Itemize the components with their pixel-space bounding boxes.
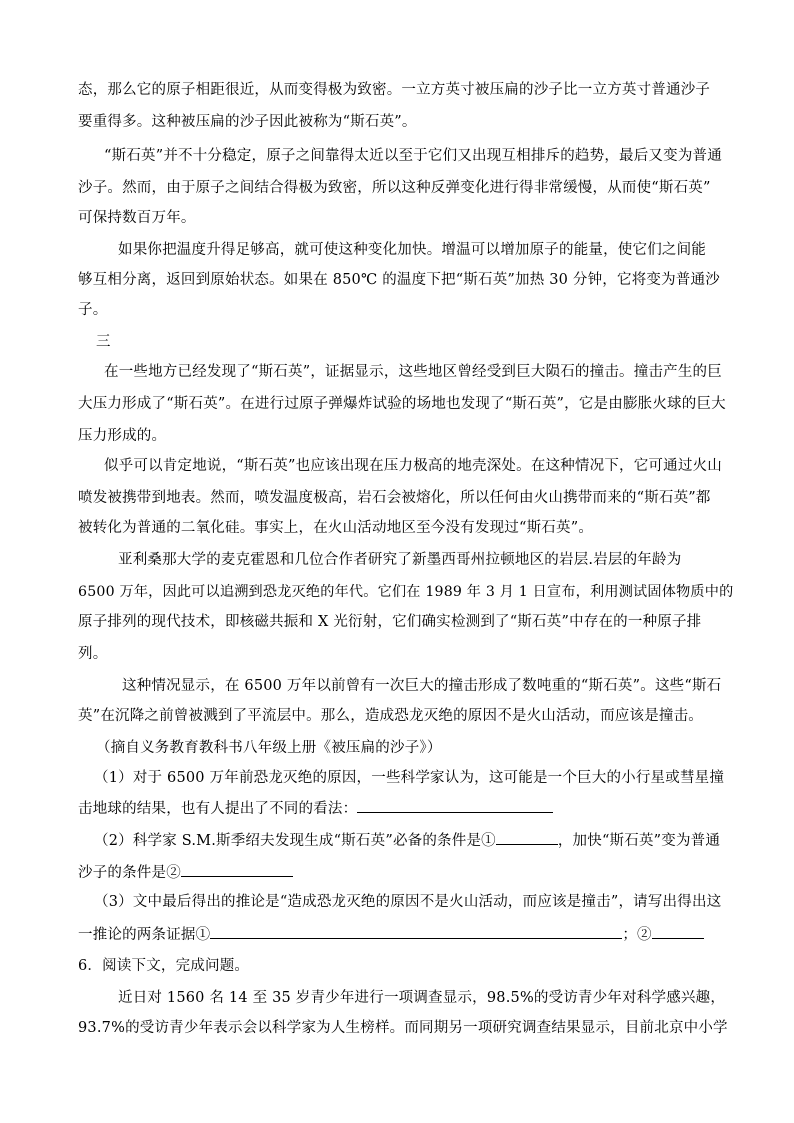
text-line: 够互相分离，返回到原始状态。如果在 850℃ 的温度下把“斯石英”加热 30 分钟，它将变为普通沙 bbox=[78, 272, 720, 288]
question-6-title: 6．阅读下文，完成问题。 bbox=[78, 958, 250, 974]
text-line: 6500 万年，因此可以追溯到恐龙灭绝的年代。它们在 1989 年 3 月 1 日宣布，利用测试固体物质中的 bbox=[78, 584, 734, 600]
text-line: 大压力形成了“斯石英”。在进行过原子弹爆炸试验的场地也发现了“斯石英”，它是由膨胀火球的巨大 bbox=[78, 396, 726, 412]
source-citation: （摘自义务教育教科书八年级上册《被压扁的沙子》） bbox=[96, 740, 442, 756]
text-line: 亚利桑那大学的麦克霍恩和几位合作者研究了新墨西哥州拉顿地区的岩层.岩层的年龄为 bbox=[118, 552, 682, 568]
text-line: 子。 bbox=[78, 302, 108, 318]
answer-blank-1[interactable] bbox=[496, 830, 558, 845]
text-line: 压力形成的。 bbox=[78, 428, 167, 444]
question-2-cont bbox=[78, 862, 293, 883]
answer-blank-2[interactable] bbox=[652, 924, 704, 939]
question-1: （1）对于 6500 万年前恐龙灭绝的原因，一些科学家认为，这可能是一个巨大的小行星或彗星撞 bbox=[94, 770, 725, 786]
question-3: （3）文中最后得出的推论是“造成恐龙灭绝的原因不是火山活动，而应该是撞击”，请写出得出这 bbox=[94, 894, 722, 910]
text-line: 态，那么它的原子相距很近，从而变得极为致密。一立方英寸被压扁的沙子比一立方英寸普通沙子 bbox=[78, 82, 711, 98]
text-line: 要重得多。这种被压扁的沙子因此被称为“斯石英”。 bbox=[78, 114, 417, 130]
text-line: 被转化为普通的二氧化硅。事实上，在火山活动地区至今没有发现过“斯石英”。 bbox=[78, 520, 594, 536]
text-line: 在一些地方已经发现了“斯石英”，证据显示，这些地区曾经受到巨大陨石的撞击。撞击产生的巨 bbox=[104, 364, 722, 380]
text-line: 似乎可以肯定地说，“斯石英”也应该出现在压力极高的地壳深处。在这种情况下，它可通过火山 bbox=[104, 458, 722, 474]
question-1-text: 击地球的结果，也有人提出了不同的看法： bbox=[78, 801, 358, 817]
text-line: 93.7%的受访青少年表示会以科学家为人生榜样。而同期另一项研究调查结果显示，目前北京中小学 bbox=[78, 1020, 728, 1036]
text-line: 喷发被携带到地表。然而，喷发温度极高，岩石会被熔化，所以任何由火山携带而来的“斯石英”都 bbox=[78, 490, 711, 506]
question-3-text-a: 一推论的两条证据① bbox=[78, 927, 211, 943]
text-line: 近日对 1560 名 14 至 35 岁青少年进行一项调查显示，98.5%的受访青少年对科学感兴趣， bbox=[118, 990, 726, 1006]
question-2-text-c: 沙子的条件是② bbox=[78, 865, 181, 881]
answer-blank-2[interactable] bbox=[181, 862, 293, 877]
text-line: 英”在沉降之前曾被溅到了平流层中。那么，造成恐龙灭绝的原因不是火山活动，而应该是撞击。 bbox=[78, 708, 704, 724]
question-2 bbox=[94, 830, 720, 851]
answer-blank[interactable] bbox=[357, 798, 553, 813]
question-1-cont bbox=[78, 798, 553, 819]
text-line: 可保持数百万年。 bbox=[78, 210, 196, 226]
text-line: 如果你把温度升得足够高，就可使这种变化加快。增温可以增加原子的能量，使它们之间能 bbox=[118, 242, 706, 258]
question-3-text-b: ；② bbox=[622, 927, 652, 943]
text-line: 这种情况显示，在 6500 万年以前曾有一次巨大的撞击形成了数吨重的“斯石英”。这些“斯石 bbox=[122, 678, 722, 694]
question-3-cont bbox=[78, 924, 704, 945]
text-line: 原子排列的现代技术，即核磁共振和 X 光衍射，它们确实检测到了“斯石英”中存在的一种原子排 bbox=[78, 614, 702, 630]
answer-blank-1[interactable] bbox=[210, 924, 622, 939]
question-2-text-b: ，加快“斯石英”变为普通 bbox=[557, 833, 721, 849]
text-line: “斯石英”并不十分稳定，原子之间靠得太近以至于它们又出现互相排斥的趋势，最后又变为普通 bbox=[104, 148, 722, 164]
text-line: 列。 bbox=[78, 646, 108, 662]
section-heading: 三 bbox=[96, 334, 111, 350]
text-line: 沙子。然而，由于原子之间结合得极为致密，所以这种反弹变化进行得非常缓慢，从而使“斯石英” bbox=[78, 180, 711, 196]
question-2-text-a: （2）科学家 S.M.斯季绍夫发现生成“斯石英”必备的条件是① bbox=[94, 833, 496, 849]
